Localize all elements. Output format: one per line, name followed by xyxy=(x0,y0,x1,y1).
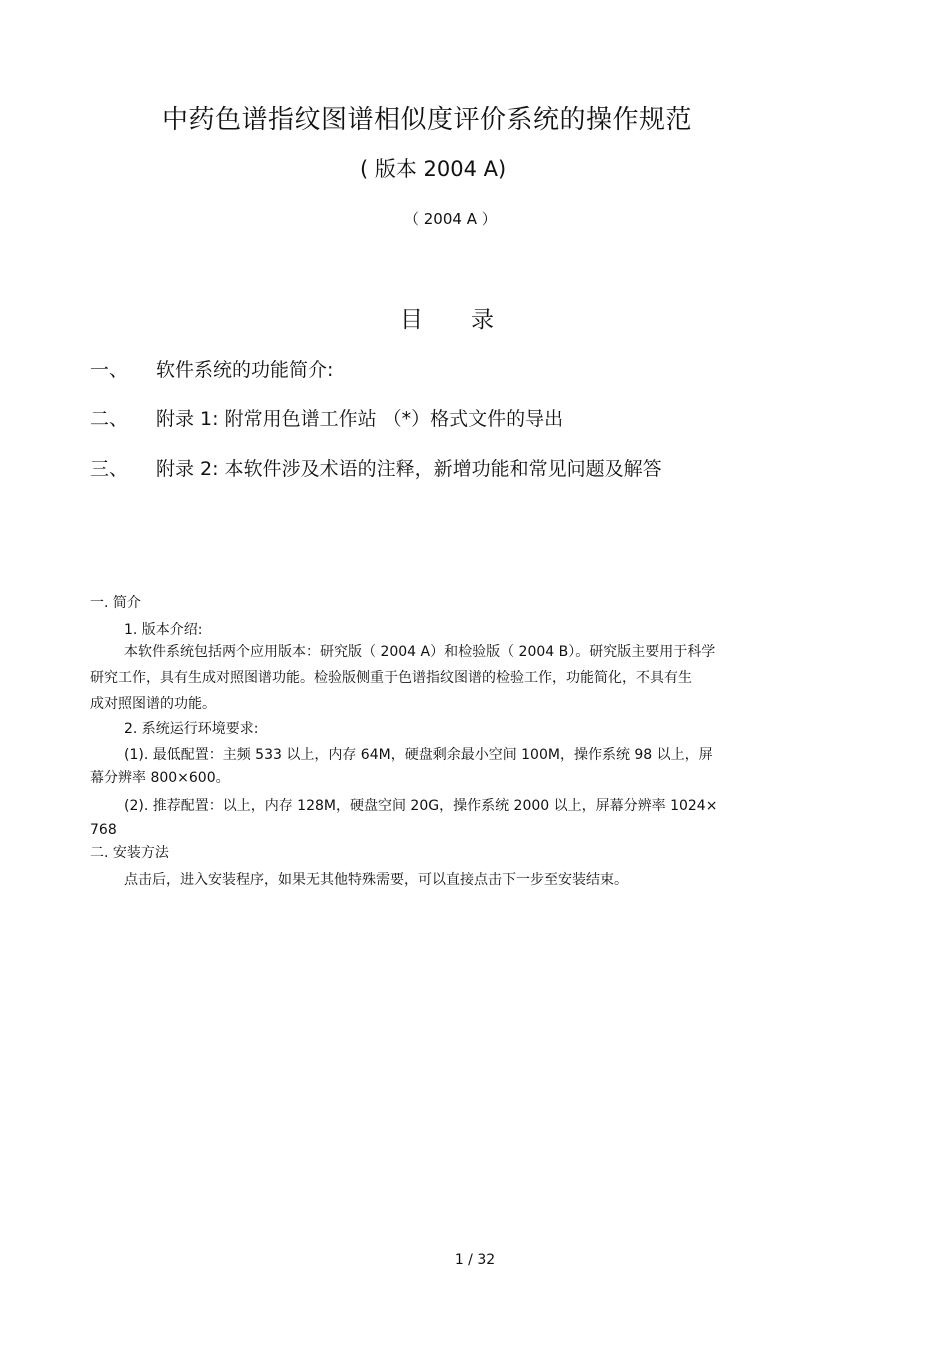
section1-heading: 一. 简介 xyxy=(90,595,141,611)
toc-item-number: 二、 xyxy=(90,408,129,430)
toc-item[interactable] xyxy=(0,404,950,430)
toc-heading-left: 目 xyxy=(400,307,423,333)
section2-heading: 二. 安装方法 xyxy=(90,845,169,861)
toc-heading-right: 录 xyxy=(471,307,494,333)
page-indicator: 1 / 32 xyxy=(454,1252,496,1268)
version-intro-line: 成对照图谱的功能。 xyxy=(90,696,216,712)
toc-item[interactable] xyxy=(0,454,950,480)
toc-item-text: 软件系统的功能简介: xyxy=(156,359,334,381)
document-title: 中药色谱指纹图谱相似度评价系统的操作规范 xyxy=(162,105,693,135)
toc-item-number: 一、 xyxy=(90,359,129,381)
version-intro-line: 本软件系统包括两个应用版本：研究版（ 2004 A）和检验版（ 2004 B）。研究版主要用于科学 xyxy=(124,644,716,660)
toc-item[interactable] xyxy=(0,355,950,381)
min-config-line: 幕分辨率 800×600。 xyxy=(90,770,230,786)
toc-item-text: 附录 1: 附常用色谱工作站 （*）格式文件的导出 xyxy=(156,408,564,430)
recommended-config-line: 768 xyxy=(90,822,117,838)
version-intro-heading: 1. 版本介绍: xyxy=(124,622,203,638)
recommended-config-line: (2). 推荐配置：以上，内存 128M，硬盘空间 20G，操作系统 2000 以上，屏幕分辨率 1024× xyxy=(124,798,718,814)
version-intro-line: 研究工作，具有生成对照图谱功能。检验版侧重于色谱指纹图谱的检验工作，功能简化，不具有生 xyxy=(90,670,692,686)
version-label: ( 版本 2004 A) xyxy=(360,157,507,181)
env-requirements-heading: 2. 系统运行环境要求: xyxy=(124,721,259,737)
toc-item-number: 三、 xyxy=(90,458,129,480)
version-sublabel: （ 2004 A ） xyxy=(404,210,497,228)
toc-heading xyxy=(400,301,494,334)
min-config-line: (1). 最低配置：主频 533 以上，内存 64M，硬盘剩余最小空间 100M，操作系统 98 以上，屏 xyxy=(124,747,713,763)
install-instructions: 点击后，进入安装程序，如果无其他特殊需要，可以直接点击下一步至安装结束。 xyxy=(124,872,628,888)
toc-item-text: 附录 2: 本软件涉及术语的注释，新增功能和常见问题及解答 xyxy=(156,458,662,480)
